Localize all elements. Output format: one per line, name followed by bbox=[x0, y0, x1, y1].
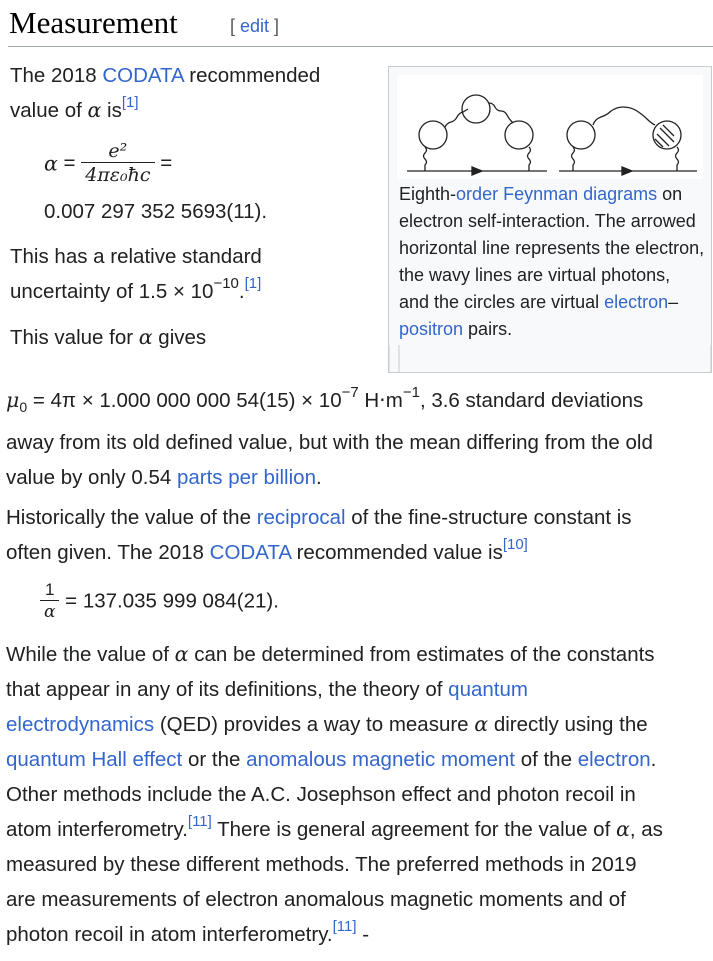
formula-numerator: e² bbox=[108, 140, 128, 162]
text: Eighth- bbox=[399, 184, 457, 204]
text: Historically the value of the bbox=[6, 506, 257, 529]
text: of the fine-structure constant is bbox=[345, 506, 632, 529]
edit-bracket-open: [ bbox=[230, 16, 241, 36]
electron-link[interactable]: electron bbox=[604, 292, 669, 312]
feynman-diagram-image[interactable] bbox=[397, 75, 703, 179]
parts-per-billion-link[interactable]: parts per billion bbox=[176, 466, 316, 490]
electron-link[interactable]: electron bbox=[577, 748, 651, 771]
text: is bbox=[101, 99, 122, 122]
thumbnail-bottom-border bbox=[0, 345, 713, 375]
uncertainty-paragraph bbox=[10, 239, 262, 309]
alpha-symbol: α bbox=[138, 325, 153, 349]
reciprocal-denominator: α bbox=[40, 600, 59, 623]
reference-11[interactable]: [11] bbox=[187, 813, 212, 831]
text: photon recoil in atom interferometry. bbox=[6, 923, 333, 946]
text: While the value of bbox=[6, 643, 175, 666]
section-title: Measurement bbox=[9, 5, 178, 40]
edit-section bbox=[230, 16, 279, 37]
codata-link[interactable]: CODATA bbox=[209, 541, 291, 564]
text: measured by these different methods. The preferred methods in 2019 bbox=[6, 853, 637, 876]
anomalous-magnetic-moment-link[interactable]: anomalous magnetic moment bbox=[246, 748, 515, 771]
mu-symbol: μ bbox=[6, 388, 20, 412]
alpha-formula bbox=[44, 140, 172, 192]
text: = 4π × 1.000 000 000 54(15) × 10 bbox=[27, 389, 342, 412]
text: , 3.6 standard deviations bbox=[419, 389, 644, 412]
formula-equals: = bbox=[57, 151, 82, 175]
text: atom interferometry. bbox=[6, 818, 188, 841]
text: . bbox=[238, 280, 245, 303]
text: H⋅m bbox=[358, 389, 403, 412]
text: . bbox=[650, 748, 657, 771]
alpha-value: 0.007 297 352 5693(11). bbox=[44, 200, 268, 223]
text: ‐ bbox=[356, 923, 370, 946]
text: , as bbox=[629, 818, 663, 841]
alpha-symbol: α bbox=[87, 98, 102, 122]
historical-paragraph bbox=[6, 500, 632, 570]
text: directly using the bbox=[488, 713, 648, 736]
text: can be determined from estimates of the constants bbox=[188, 643, 655, 666]
text: uncertainty of 1.5 × 10 bbox=[10, 280, 214, 303]
text: are measurements of electron anomalous magnetic moments and of bbox=[6, 888, 626, 911]
reciprocal-link[interactable]: reciprocal bbox=[256, 506, 346, 529]
reference-11[interactable]: [11] bbox=[332, 918, 357, 936]
exponent: −7 bbox=[341, 384, 359, 402]
text: There is general agreement for the value of bbox=[211, 818, 616, 841]
reciprocal-value: = 137.035 999 084(21). bbox=[59, 589, 279, 613]
text: that appear in any of its definitions, the theory of bbox=[6, 678, 449, 701]
codata-paragraph bbox=[10, 58, 320, 128]
text: recommended bbox=[183, 64, 321, 87]
alpha-symbol: α bbox=[174, 642, 189, 666]
thumbnail-caption bbox=[399, 181, 705, 343]
formula-lhs: α bbox=[44, 151, 58, 176]
reciprocal-numerator: 1 bbox=[45, 580, 55, 599]
text: value by only 0.54 bbox=[6, 466, 177, 490]
formula-fraction bbox=[81, 140, 154, 187]
alpha-symbol: α bbox=[615, 817, 630, 841]
text: This has a relative standard bbox=[10, 245, 262, 268]
text: often given. The 2018 bbox=[6, 541, 210, 564]
edit-bracket-close: ] bbox=[269, 16, 280, 36]
text: pairs. bbox=[463, 319, 513, 339]
text: away from its old defined value, but with the mean differing from the old bbox=[6, 431, 653, 455]
quantum-electrodynamics-link-2[interactable]: electrodynamics bbox=[6, 713, 155, 736]
quantum-hall-effect-link[interactable]: quantum Hall effect bbox=[6, 748, 183, 771]
text: recommended value is bbox=[290, 541, 503, 564]
text: on electron self-interaction. The arrowed horizontal line represents the electron, the wavy lines are virtual photons, and the circles are virtual bbox=[399, 184, 705, 312]
text: This value for bbox=[10, 326, 139, 349]
reciprocal-formula bbox=[40, 580, 279, 626]
reference-10[interactable]: [10] bbox=[502, 536, 528, 554]
formula-equals-2: = bbox=[154, 151, 173, 175]
text: – bbox=[668, 292, 679, 312]
feynman-diagrams-svg bbox=[397, 75, 703, 179]
text: or the bbox=[182, 748, 247, 771]
text: . bbox=[315, 466, 322, 490]
section-heading bbox=[8, 2, 713, 47]
qed-paragraph bbox=[6, 637, 663, 952]
reference-1[interactable]: [1] bbox=[244, 275, 262, 293]
reciprocal-fraction bbox=[40, 580, 59, 623]
text: gives bbox=[152, 326, 207, 349]
feynman-thumbnail bbox=[388, 66, 712, 373]
text: of the bbox=[515, 748, 578, 771]
exponent: −10 bbox=[213, 275, 239, 293]
reference-1[interactable]: [1] bbox=[121, 94, 139, 112]
positron-link[interactable]: positron bbox=[399, 319, 464, 339]
text: The 2018 bbox=[10, 64, 103, 87]
mu0-paragraph bbox=[6, 383, 653, 495]
alpha-symbol: α bbox=[474, 712, 489, 736]
exponent: −1 bbox=[402, 384, 420, 402]
edit-link[interactable]: edit bbox=[240, 16, 270, 36]
text: Other methods include the A.C. Josephson effect and photon recoil in bbox=[6, 783, 636, 806]
text: (QED) provides a way to measure bbox=[154, 713, 475, 736]
codata-link[interactable]: CODATA bbox=[102, 64, 184, 87]
feynman-diagrams-link[interactable]: Feynman diagrams bbox=[503, 184, 658, 204]
quantum-electrodynamics-link[interactable]: quantum bbox=[448, 678, 528, 701]
text: value of bbox=[10, 99, 88, 122]
formula-denominator: 4πε₀ħc bbox=[81, 162, 154, 187]
subscript-zero: 0 bbox=[19, 399, 28, 416]
order-link[interactable]: order bbox=[456, 184, 499, 204]
